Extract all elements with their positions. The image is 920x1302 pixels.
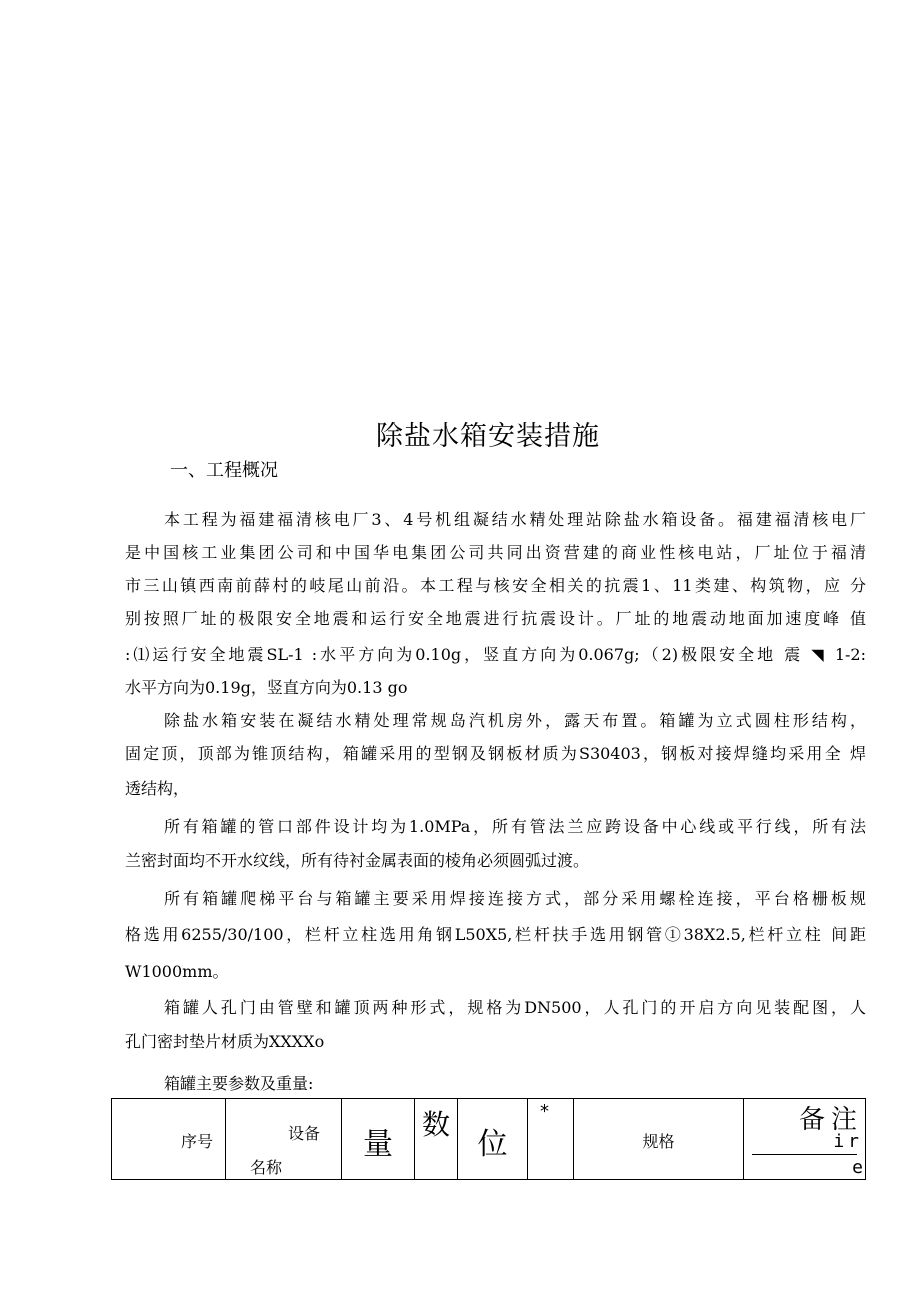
header-device-label: 设备 [288,1124,321,1143]
table-header-row [112,1099,866,1180]
paragraph-line: 兰密封面均不开水纹线，所有待衬金属表面的棱角必须圆弧过渡。 [125,851,590,870]
header-star-mark: * [540,1101,549,1122]
header-cell-device [226,1099,342,1180]
header-cell-spec [574,1099,744,1180]
section-heading: 一、工程概况 [170,460,278,481]
paragraph-line: :⑴运行安全地震SL-1 :水平方向为0.10g，竖直方向为0.067g;（2)极限安全地 震 ◥ 1-2: [125,645,866,664]
header-cell-seq [112,1099,226,1180]
paragraph-line: 水平方向为0.19g，竖直方向为0.13 go [125,678,408,697]
header-qty-label: 量 [363,1127,393,1162]
header-cell-note [744,1099,866,1180]
paragraph-line: 所有箱罐爬梯平台与箱罐主要采用焊接连接方式，部分采用螺栓连接，平台格栅板规 [164,889,866,908]
note-underline [752,1154,857,1155]
header-seq-label: 序号 [180,1132,213,1151]
paragraph-line: 是中国核工业集团公司和中国华电集团公司共同出资营建的商业性核电站，厂址位于福清 [125,543,866,562]
note-fragment: ir [833,1131,863,1152]
parameter-table [111,1098,866,1180]
paragraph-line: 箱罐人孔门由管壁和罐顶两种形式，规格为DN500，人孔门的开启方向见装配图，人 [164,998,866,1017]
paragraph-line: 除盐水箱安装在凝结水精处理常规岛汽机房外，露天布置。箱罐为立式圆柱形结构， [164,711,866,730]
header-cell-star [528,1099,574,1180]
header-cell-count [415,1099,458,1180]
paragraph-line: 格选用6255/30/100，栏杆立柱选用角钢L50X5,栏杆扶手选用钢管①38X2.5,栏杆立柱 间距 [125,925,866,944]
paragraph-line: 孔门密封垫片材质为XXXXo [125,1032,325,1051]
header-count-label: 数 [421,1108,450,1141]
header-cell-unit [458,1099,528,1180]
paragraph-line: 本工程为福建福清核电厂3、4号机组凝结水精处理站除盐水箱设备。福建福清核电厂 [164,510,866,529]
paragraph-line: 固定顶，顶部为锥顶结构，箱罐采用的型钢及钢板材质为S30403，钢板对接焊缝均采用全 焊 [125,744,866,763]
header-spec-label: 规格 [642,1132,675,1151]
header-unit-label: 位 [477,1127,508,1162]
paragraph-line: 透结构， [125,779,190,798]
paragraph-line: 别按照厂址的极限安全地震和运行安全地震进行抗震设计。厂址的地震动地面加速度峰 值 [125,609,866,628]
note-fragment-2: e [852,1157,863,1178]
header-device-label-2: 名称 [250,1158,283,1177]
document-title: 除盐水箱安装措施 [376,421,600,452]
paragraph-line: 市三山镇西南前薛村的岐尾山前沿。本工程与核安全相关的抗震1、11类建、构筑物，应 分 [125,576,866,595]
header-note-label: 备注 [798,1105,863,1135]
paragraph-line: 所有箱罐的管口部件设计均为1.0MPa，所有管法兰应跨设备中心线或平行线，所有法 [164,817,866,836]
header-cell-qty [342,1099,415,1180]
paragraph-line: W1000mm。 [125,962,229,981]
table-caption: 箱罐主要参数及重量: [164,1074,314,1093]
